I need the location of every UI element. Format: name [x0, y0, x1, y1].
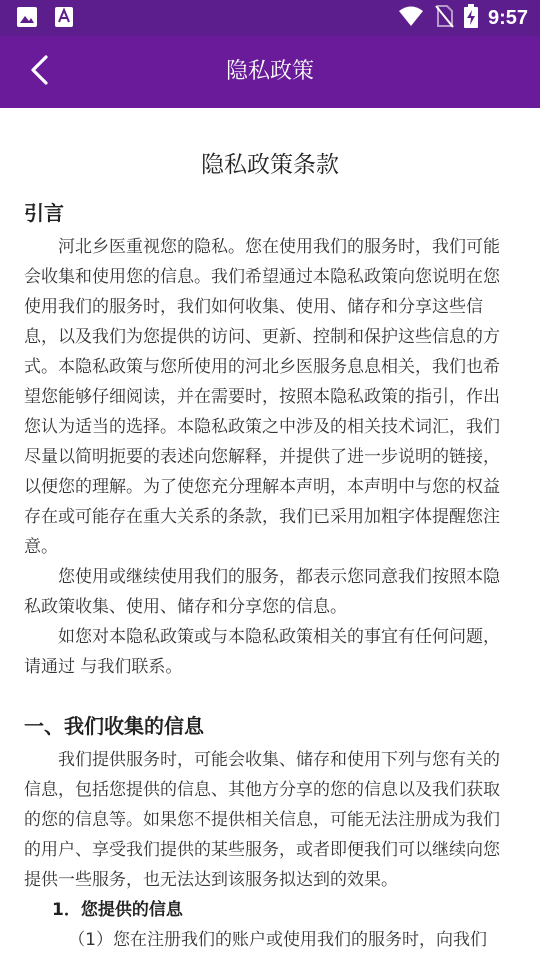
intro-paragraph-3: 如您对本隐私政策或与本隐私政策相关的事宜有任何问题，请通过 与我们联系。 [24, 627, 500, 677]
wifi-icon [398, 5, 424, 31]
policy-content[interactable] [0, 108, 540, 960]
app-bar [0, 36, 540, 108]
status-time: 9:57 [487, 6, 528, 29]
status-right-icons [398, 4, 528, 32]
status-bar [0, 0, 540, 36]
section1-heading: 一、我们收集的信息 [24, 714, 204, 738]
intro-paragraph-2: 您使用或继续使用我们的服务，都表示您同意我们按照本隐私政策收集、使用、储存和分享您的信息。 [24, 567, 500, 617]
section1-paragraph: 我们提供服务时，可能会收集、储存和使用下列与您有关的信息，包括您提供的信息、其他方分享的您的信息以及我们获取的您的信息等。如果您不提供相关信息，可能无法注册成为我们的用户、享受我们提供的某些服务，或者即便我们可以继续向您提供一些服务，也无法达到该服务拟达到的效果。 [24, 750, 500, 890]
subsection1-item1: （1）您在注册我们的账户或使用我们的服务时，向我们 [68, 930, 488, 950]
intro-paragraph-1: 河北乡医重视您的隐私。您在使用我们的服务时，我们可能会收集和使用您的信息。我们希望通过本隐私政策向您说明在您使用我们的服务时，我们如何收集、使用、储存和分享这些信息，以及我们为您提供的访问、更新、控制和保护这些信息的方式。本隐私政策与您所使用的河北乡医服务息息相关，我们也希望您能够仔细阅读，并在需要时，按照本隐私政策的指引，作出您认为适当的选择。本隐私政策之中涉及的相关技术词汇，我们尽量以简明扼要的表述向您解释，并提供了进一步说明的链接，以便您的理解。为了使您充分理解本声明，本声明中与您的权益存在或可能存在重大关系的条款，我们已采用加粗字体提醒您注意。 [24, 237, 500, 557]
battery-charging-icon [464, 4, 478, 32]
image-icon [16, 6, 38, 32]
no-sim-icon [434, 4, 454, 32]
subsection1-heading: 1．您提供的信息 [52, 900, 183, 920]
document-title: 隐私政策条款 [201, 152, 339, 178]
font-icon [54, 6, 74, 32]
page-title: 隐私政策 [225, 59, 314, 84]
status-left-icons [16, 6, 74, 32]
intro-heading: 引言 [24, 201, 64, 225]
